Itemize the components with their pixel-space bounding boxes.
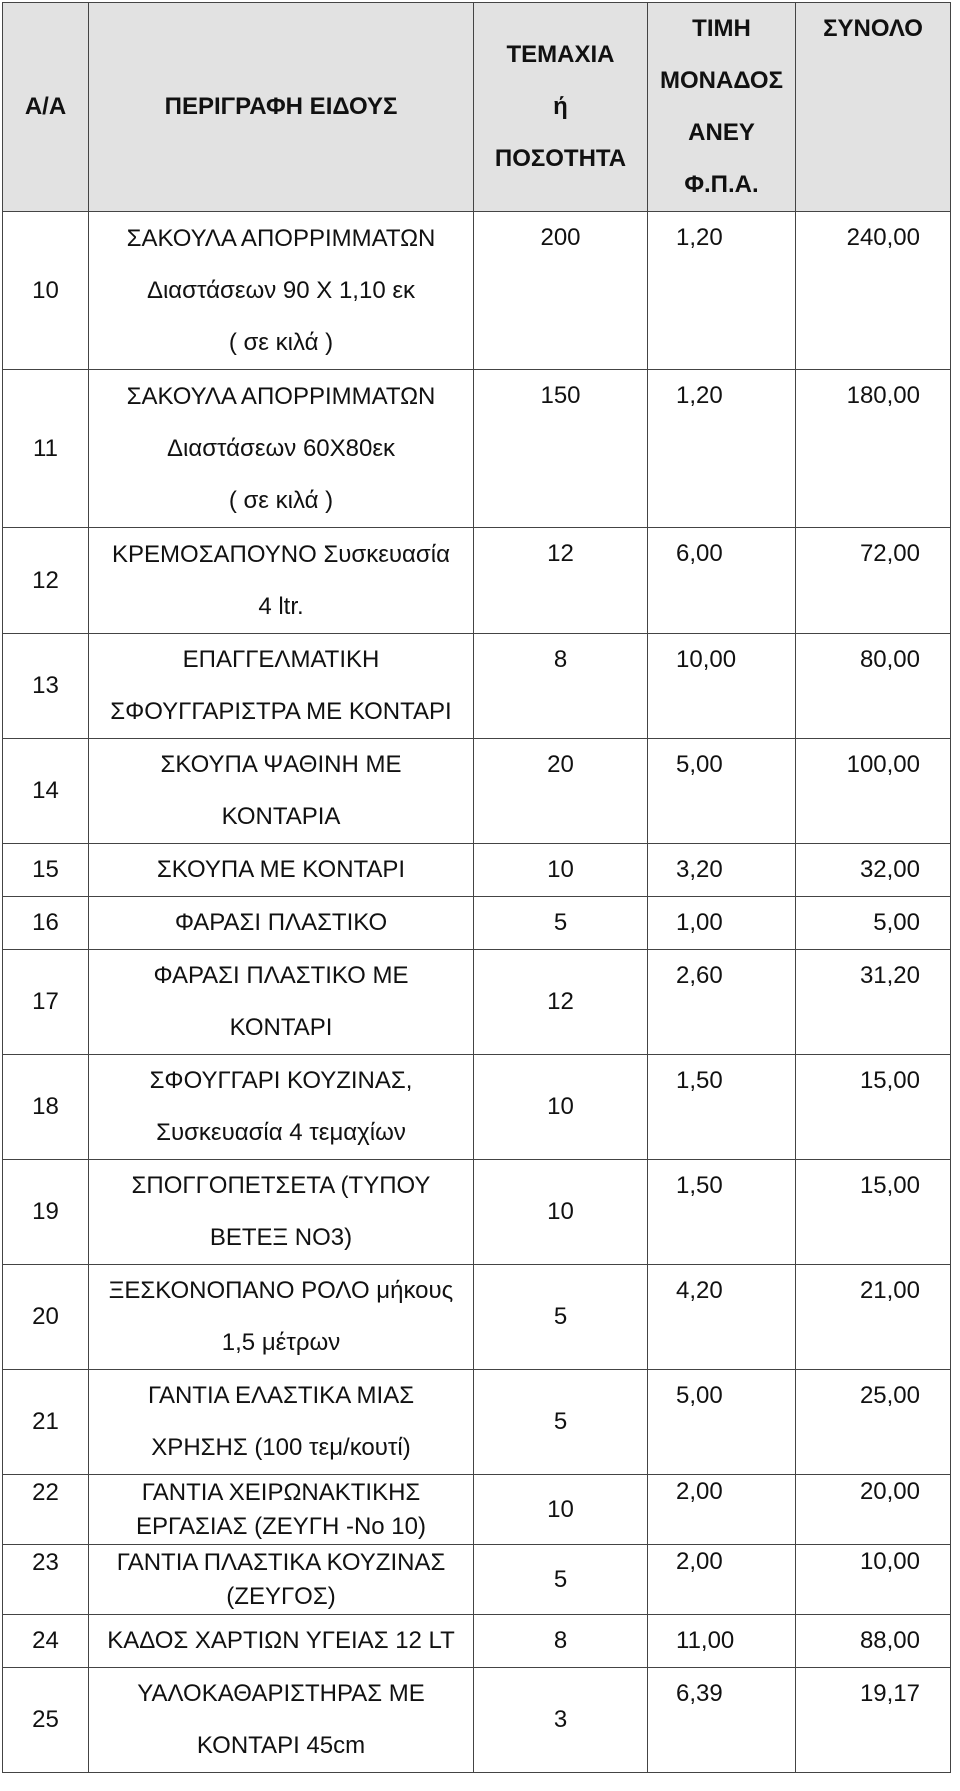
- item-unit-price: [648, 212, 796, 370]
- header-unit-price-line: Φ.Π.Α.: [684, 171, 759, 198]
- item-quantity: [474, 844, 648, 897]
- description-line: ( σε κιλά ): [228, 486, 334, 514]
- description-line: ΓΑΝΤΙΑ ΠΛΑΣΤΙΚΑ ΚΟΥΖΙΝΑΣ: [116, 1548, 446, 1576]
- item-unit-price: [648, 950, 796, 1055]
- item-unit-price: [648, 1668, 796, 1773]
- item-description: [89, 1055, 474, 1160]
- item-total-value: 80,00: [859, 646, 920, 673]
- item-quantity: [474, 1668, 648, 1773]
- item-quantity-value: 12: [547, 988, 574, 1015]
- header-unit-price-line: ΜΟΝΑΔΟΣ: [660, 67, 783, 94]
- item-quantity-value: 12: [547, 540, 574, 567]
- item-quantity: [474, 528, 648, 634]
- description-line: ΣΚΟΥΠΑ ΨΑΘΙΝΗ ΜΕ: [160, 751, 402, 778]
- item-total: [796, 1055, 951, 1160]
- description-line: ΓΑΝΤΙΑ ΧΕΙΡΩΝΑΚΤΙΚΗΣ: [141, 1478, 421, 1506]
- item-quantity-value: 10: [547, 1198, 574, 1225]
- description-line: ΚΟΝΤΑΡΙ: [229, 1014, 333, 1041]
- header-unit-price-line: ΑΝΕΥ: [688, 119, 755, 146]
- row-number: 16: [3, 897, 89, 950]
- item-quantity-value: 200: [540, 224, 581, 251]
- header-aa: Α/Α: [3, 3, 89, 212]
- description-line: ΣΚΟΥΠΑ ΜΕ ΚΟΝΤΑΡΙ: [156, 856, 406, 883]
- item-description: [89, 950, 474, 1055]
- item-quantity: [474, 370, 648, 528]
- item-unit-price: [648, 1475, 796, 1545]
- item-quantity: [474, 1475, 648, 1545]
- item-total-value: 240,00: [846, 224, 920, 251]
- item-quantity: [474, 634, 648, 739]
- item-total-value: 21,00: [859, 1277, 920, 1304]
- item-description: [89, 1668, 474, 1773]
- item-unit-price-value: 4,20: [676, 1277, 723, 1304]
- description-line: ΦΑΡΑΣΙ ΠΛΑΣΤΙΚΟ ΜΕ: [153, 962, 409, 989]
- table-row: [3, 1370, 951, 1475]
- item-description: [89, 528, 474, 634]
- item-quantity-value: 10: [547, 1495, 574, 1523]
- row-number: 11: [3, 370, 89, 528]
- item-total-value: 5,00: [873, 909, 920, 936]
- item-total-value: 15,00: [859, 1067, 920, 1094]
- item-unit-price-value: 2,00: [676, 1478, 723, 1505]
- item-total: [796, 370, 951, 528]
- row-number: 10: [3, 212, 89, 370]
- item-total: [796, 634, 951, 739]
- table-row: [3, 212, 951, 370]
- item-total: [796, 528, 951, 634]
- description-line: ΚΟΝΤΑΡΙ 45cm: [196, 1732, 366, 1759]
- item-quantity-value: 3: [553, 1706, 568, 1733]
- row-number: 23: [3, 1545, 89, 1615]
- header-row: [3, 3, 951, 212]
- item-unit-price: [648, 1615, 796, 1668]
- table-row: [3, 528, 951, 634]
- item-quantity-value: 5: [553, 1408, 568, 1435]
- item-total: [796, 1545, 951, 1615]
- item-quantity-value: 20: [547, 751, 574, 778]
- item-quantity-value: 150: [540, 382, 581, 409]
- item-total: [796, 1370, 951, 1475]
- description-line: ΣΑΚΟΥΛΑ ΑΠΟΡΡΙΜΜΑΤΩΝ: [126, 382, 436, 410]
- header-quantity-line: ΤΕΜΑΧΙΑ: [506, 41, 615, 68]
- item-unit-price: [648, 1265, 796, 1370]
- row-number: 19: [3, 1160, 89, 1265]
- item-description: [89, 1265, 474, 1370]
- description-line: ΞΕΣΚΟΝΟΠΑΝΟ ΡΟΛΟ μήκους: [108, 1277, 454, 1304]
- item-quantity: [474, 1160, 648, 1265]
- description-line: ΣΦΟΥΓΓΑΡΙΣΤΡΑ ΜΕ ΚΟΝΤΑΡΙ: [110, 698, 452, 725]
- item-description: [89, 1615, 474, 1668]
- row-number: 20: [3, 1265, 89, 1370]
- row-number: 25: [3, 1668, 89, 1773]
- item-unit-price: [648, 1055, 796, 1160]
- table-row: [3, 897, 951, 950]
- description-line: ΕΠΑΓΓΕΛΜΑΤΙΚΗ: [182, 646, 380, 673]
- item-description: [89, 1160, 474, 1265]
- item-unit-price-value: 1,00: [676, 909, 723, 936]
- item-total-value: 20,00: [859, 1478, 920, 1505]
- item-unit-price-value: 6,39: [676, 1680, 723, 1707]
- row-number: 24: [3, 1615, 89, 1668]
- item-quantity-value: 5: [553, 1303, 568, 1330]
- item-unit-price: [648, 634, 796, 739]
- item-quantity: [474, 897, 648, 950]
- description-line: ΧΡΗΣΗΣ (100 τεμ/κουτί): [151, 1434, 411, 1461]
- item-unit-price-value: 1,50: [676, 1067, 723, 1094]
- item-quantity: [474, 1545, 648, 1615]
- item-total: [796, 1668, 951, 1773]
- table-row: [3, 1265, 951, 1370]
- price-table: [2, 2, 951, 1773]
- description-line: ΕΡΓΑΣΙΑΣ (ΖΕΥΓΗ -Νο 10): [136, 1512, 426, 1540]
- header-quantity-line: ΠΟΣΟΤΗΤΑ: [494, 145, 627, 172]
- item-unit-price: [648, 844, 796, 897]
- item-total: [796, 897, 951, 950]
- item-total-value: 10,00: [859, 1548, 920, 1575]
- description-line: Διαστάσεων 60Χ80εκ: [166, 434, 396, 462]
- row-number: 13: [3, 634, 89, 739]
- item-unit-price-value: 2,60: [676, 962, 723, 989]
- description-line: ΣΑΚΟΥΛΑ ΑΠΟΡΡΙΜΜΑΤΩΝ: [126, 224, 436, 252]
- description-line: ΣΦΟΥΓΓΑΡΙ ΚΟΥΖΙΝΑΣ,: [149, 1067, 413, 1094]
- table-row: [3, 1160, 951, 1265]
- item-total: [796, 1160, 951, 1265]
- item-quantity: [474, 1370, 648, 1475]
- header-unit-price: [648, 3, 796, 212]
- row-number: 15: [3, 844, 89, 897]
- header-quantity-line: ή: [553, 93, 568, 120]
- description-line: (ΖΕΥΓΟΣ): [226, 1582, 336, 1610]
- item-unit-price: [648, 1160, 796, 1265]
- item-total-value: 88,00: [859, 1627, 920, 1654]
- item-quantity: [474, 1615, 648, 1668]
- item-total: [796, 1615, 951, 1668]
- item-unit-price-value: 1,20: [676, 382, 723, 409]
- item-total: [796, 739, 951, 844]
- row-number: 14: [3, 739, 89, 844]
- table-row: [3, 950, 951, 1055]
- item-total: [796, 950, 951, 1055]
- item-unit-price: [648, 897, 796, 950]
- table-row: [3, 1615, 951, 1668]
- item-total-value: 19,17: [859, 1680, 920, 1707]
- item-total-value: 31,20: [859, 962, 920, 989]
- item-total: [796, 212, 951, 370]
- item-unit-price-value: 1,20: [676, 224, 723, 251]
- table-row: [3, 844, 951, 897]
- item-total: [796, 1475, 951, 1545]
- header-total: ΣΥΝΟΛΟ: [796, 3, 951, 212]
- description-line: Συσκευασία 4 τεμαχίων: [156, 1119, 406, 1146]
- item-quantity: [474, 1265, 648, 1370]
- description-line: ΒΕΤΕΞ ΝΟ3): [209, 1224, 353, 1251]
- item-unit-price: [648, 370, 796, 528]
- item-unit-price: [648, 528, 796, 634]
- description-line: ΦΑΡΑΣΙ ΠΛΑΣΤΙΚΟ: [174, 909, 388, 936]
- description-line: ΚΟΝΤΑΡΙΑ: [221, 803, 341, 830]
- item-quantity: [474, 950, 648, 1055]
- item-total-value: 180,00: [846, 382, 920, 409]
- item-unit-price: [648, 1370, 796, 1475]
- item-total: [796, 844, 951, 897]
- item-quantity-value: 8: [553, 1627, 568, 1654]
- item-unit-price-value: 5,00: [676, 751, 723, 778]
- item-unit-price-value: 6,00: [676, 540, 723, 567]
- row-number: 21: [3, 1370, 89, 1475]
- item-description: [89, 844, 474, 897]
- table-row: [3, 1055, 951, 1160]
- row-number: 12: [3, 528, 89, 634]
- item-total-value: 15,00: [859, 1172, 920, 1199]
- item-description: [89, 634, 474, 739]
- header-description: ΠΕΡΙΓΡΑΦΗ ΕΙΔΟΥΣ: [89, 3, 474, 212]
- item-quantity-value: 8: [553, 646, 568, 673]
- item-quantity: [474, 212, 648, 370]
- description-line: ΚΡΕΜΟΣΑΠΟΥΝΟ Συσκευασία: [112, 540, 450, 568]
- description-line: 1,5 μέτρων: [221, 1329, 341, 1356]
- item-quantity-value: 10: [547, 856, 574, 883]
- row-number: 18: [3, 1055, 89, 1160]
- item-unit-price-value: 1,50: [676, 1172, 723, 1199]
- description-line: ΚΑΔΟΣ ΧΑΡΤΙΩΝ ΥΓΕΙΑΣ 12 LT: [107, 1627, 455, 1654]
- table-row: [3, 370, 951, 528]
- item-unit-price-value: 11,00: [676, 1627, 735, 1654]
- item-description: [89, 739, 474, 844]
- row-number: 22: [3, 1475, 89, 1545]
- table-row: [3, 1475, 951, 1545]
- description-line: ΥΑΛΟΚΑΘΑΡΙΣΤΗΡΑΣ ΜΕ: [137, 1680, 425, 1707]
- item-unit-price-value: 10,00: [676, 646, 737, 673]
- item-description: [89, 370, 474, 528]
- row-number: 17: [3, 950, 89, 1055]
- item-description: [89, 212, 474, 370]
- item-unit-price-value: 2,00: [676, 1548, 723, 1575]
- item-description: [89, 897, 474, 950]
- description-line: 4 ltr.: [258, 592, 304, 620]
- item-quantity-value: 10: [547, 1093, 574, 1120]
- item-unit-price-value: 5,00: [676, 1382, 723, 1409]
- header-unit-price-line: ΤΙΜΗ: [692, 15, 751, 42]
- table-row: [3, 634, 951, 739]
- item-unit-price: [648, 1545, 796, 1615]
- table-row: [3, 1668, 951, 1773]
- description-line: Διαστάσεων 90 Χ 1,10 εκ: [146, 276, 416, 304]
- item-unit-price: [648, 739, 796, 844]
- item-total-value: 32,00: [859, 856, 920, 883]
- header-quantity: [474, 3, 648, 212]
- item-total-value: 100,00: [846, 751, 920, 778]
- item-quantity: [474, 1055, 648, 1160]
- item-quantity: [474, 739, 648, 844]
- item-description: [89, 1545, 474, 1615]
- item-total-value: 72,00: [859, 540, 920, 567]
- item-description: [89, 1370, 474, 1475]
- table-body: [3, 212, 951, 1773]
- item-total: [796, 1265, 951, 1370]
- item-description: [89, 1475, 474, 1545]
- item-total-value: 25,00: [859, 1382, 920, 1409]
- table-row: [3, 739, 951, 844]
- description-line: ( σε κιλά ): [228, 328, 334, 356]
- item-unit-price-value: 3,20: [676, 856, 723, 883]
- description-line: ΓΑΝΤΙΑ ΕΛΑΣΤΙΚΑ ΜΙΑΣ: [147, 1382, 415, 1409]
- table-row: [3, 1545, 951, 1615]
- item-quantity-value: 5: [553, 1565, 568, 1593]
- description-line: ΣΠΟΓΓΟΠΕΤΣΕΤΑ (ΤΥΠΟΥ: [131, 1172, 431, 1199]
- item-quantity-value: 5: [553, 909, 568, 936]
